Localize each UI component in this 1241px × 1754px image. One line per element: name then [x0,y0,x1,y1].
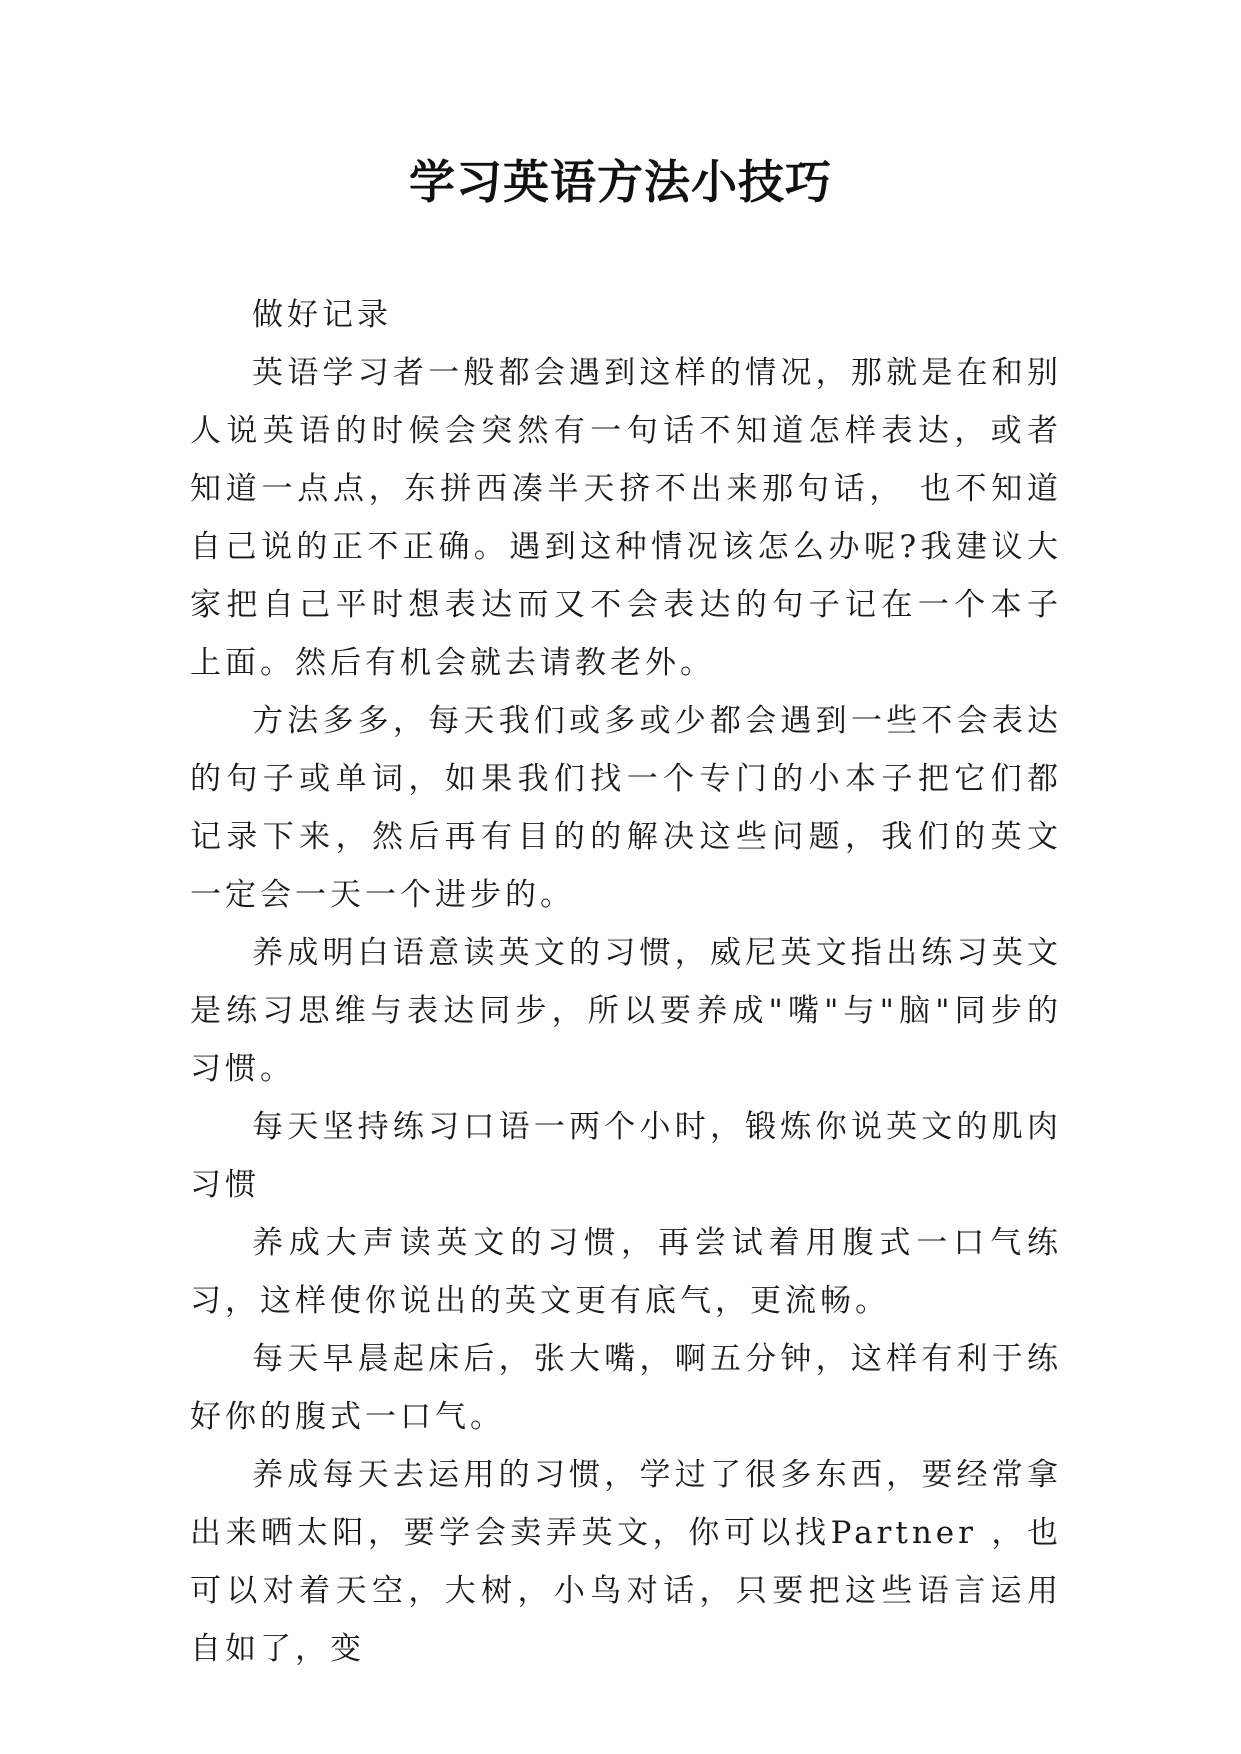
paragraph: 做好记录 [252,297,392,333]
paragraph: 每天早晨起床后，张大嘴，啊五分钟，这样有利于练好你的腹式一口气。 [190,1341,1062,1435]
document-title: 学习英语方法小技巧 [409,155,832,209]
paragraph: 养成大声读英文的习惯，再尝试着用腹式一口气练习，这样使你说出的英文更有底气，更流畅。 [190,1225,1062,1319]
document-body [190,286,1062,1678]
paragraph: 方法多多，每天我们或多或少都会遇到一些不会表达的句子或单词，如果我们找一个专门的小本子把它们都记录下来，然后再有目的的解决这些问题，我们的英文一定会一天一个进步的。 [190,703,1062,913]
paragraph: 每天坚持练习口语一两个小时，锻炼你说英文的肌肉习惯 [190,1109,1062,1203]
paragraph: 养成每天去运用的习惯，学过了很多东西，要经常拿出来晒太阳，要学会卖弄英文，你可以找Partner ，也可以对着天空，大树，小鸟对话，只要把这些语言运用自如了，变 [190,1457,1062,1667]
paragraph: 养成明白语意读英文的习惯，威尼英文指出练习英文是练习思维与表达同步，所以要养成"嘴"与"脑"同步的习惯。 [190,935,1062,1087]
paragraph: 英语学习者一般都会遇到这样的情况，那就是在和别人说英语的时候会突然有一句话不知道怎样表达，或者知道一点点，东拼西凑半天挤不出来那句话， 也不知道自己说的正不正确。遇到这种情况该怎么办呢?我建议大家把自己平时想表达而又不会表达的句子记在一个本子上面。然后有机会就去请教老外。 [190,355,1062,681]
